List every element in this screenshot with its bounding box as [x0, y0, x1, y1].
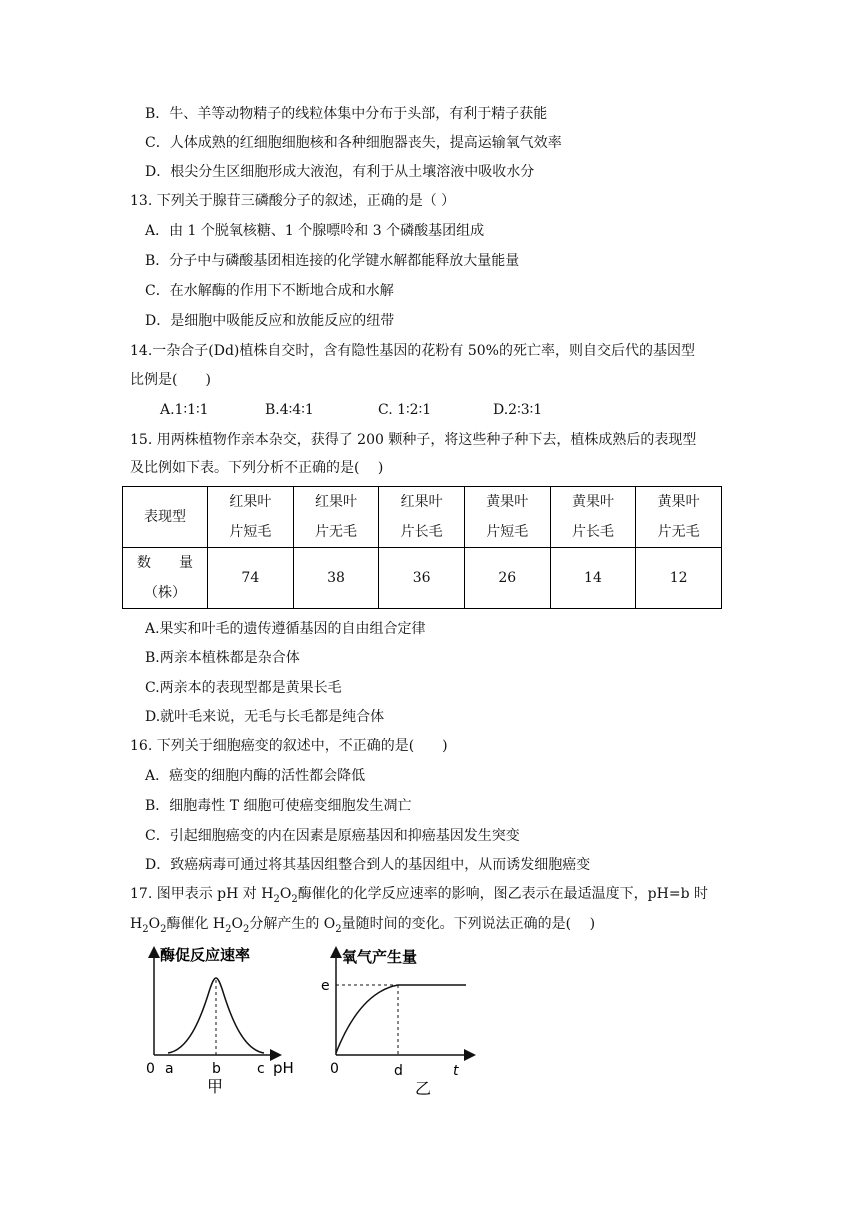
jia-ylabel: 酶促反应速率	[160, 946, 251, 964]
q14-choice-c: C. 1∶2∶1	[378, 402, 432, 418]
question-14-stem: 14.一杂合子(Dd)植株自交时，含有隐性基因的花粉有 50%的死亡率，则自交后代的基因型	[130, 343, 695, 359]
q14-choice-d: D.2∶3∶1	[493, 402, 543, 418]
table-cell: 14	[550, 548, 636, 609]
table-row-label: 数 量 （株）	[123, 548, 208, 609]
question-14-stem-cont: 比例是( )	[130, 372, 211, 388]
q13-option-c: C．在水解酶的作用下不断地合成和水解	[145, 283, 394, 299]
table-cell: 26	[464, 548, 550, 609]
table-cell: 12	[636, 548, 722, 609]
table-header-cell: 红果叶 片无毛	[293, 487, 379, 548]
table-header-label: 表现型	[123, 487, 208, 548]
figure-jia	[146, 946, 294, 1096]
jia-tick-b: b	[212, 1061, 221, 1077]
table-row	[123, 548, 722, 609]
q15-option-a: A.果实和叶毛的遗传遵循基因的自由组合定律	[145, 621, 426, 637]
jia-tick-c: c	[257, 1061, 265, 1077]
q16-option-a: A．癌变的细胞内酶的活性都会降低	[145, 768, 366, 784]
jia-caption: 甲	[207, 1077, 224, 1096]
table-header-cell: 红果叶 片短毛	[208, 487, 294, 548]
table-cell: 38	[293, 548, 379, 609]
q15-option-d: D.就叶毛来说，无毛与长毛都是纯合体	[145, 709, 385, 725]
yi-xtick-d: d	[394, 1063, 403, 1079]
table-header-cell: 黄果叶 片无毛	[636, 487, 722, 548]
question-15-stem-cont: 及比例如下表。下列分析不正确的是( )	[130, 460, 384, 476]
q16-option-d: D．致癌病毒可通过将其基因组整合到人的基因组中，从而诱发细胞癌变	[145, 857, 591, 873]
q16-option-c: C．引起细胞癌变的内在因素是原癌基因和抑癌基因发生突变	[145, 828, 520, 844]
question-13-stem: 13. 下列关于腺苷三磷酸分子的叙述，正确的是（ ）	[130, 193, 456, 209]
jia-tick-a: a	[165, 1061, 174, 1077]
table-cell: 74	[208, 548, 294, 609]
yi-caption: 乙	[415, 1079, 432, 1098]
table-header-row	[123, 487, 722, 548]
table-header-cell: 红果叶 片长毛	[379, 487, 465, 548]
yi-origin-label: 0	[330, 1061, 339, 1077]
q13-option-b: B．分子中与磷酸基团相连接的化学键水解都能释放大量能量	[145, 253, 520, 269]
q12-option-b: B．牛、羊等动物精子的线粒体集中分布于头部，有利于精子获能	[145, 106, 548, 122]
phenotype-table	[122, 486, 722, 609]
question-17-stem: 17. 图甲表示 pH 对 $H_2O_2$酶催化的化学反应速率的影响，图乙表示在最适温度下，pH=b 时	[130, 886, 708, 905]
q12-option-c: C．人体成熟的红细胞细胞核和各种细胞器丧失，提高运输氧气效率	[145, 135, 562, 151]
figures	[140, 940, 480, 1100]
jia-origin-label: 0	[146, 1061, 155, 1077]
q16-option-b: B．细胞毒性 T 细胞可使癌变细胞发生凋亡	[145, 798, 412, 814]
q15-option-b: B.两亲本植株都是杂合体	[145, 650, 300, 666]
q15-option-c: C.两亲本的表现型都是黄果长毛	[145, 680, 342, 696]
table-header-cell: 黄果叶 片长毛	[550, 487, 636, 548]
table-cell: 36	[379, 548, 465, 609]
q12-option-d: D．根尖分生区细胞形成大液泡，有利于从土壤溶液中吸收水分	[145, 164, 535, 180]
q13-option-a: A．由 1 个脱氧核糖、1 个腺嘌呤和 3 个磷酸基团组成	[145, 223, 485, 239]
q14-choice-b: B.4∶4∶1	[265, 402, 314, 418]
yi-ylabel: 氧气产生量	[342, 948, 418, 966]
yi-xlabel: t	[453, 1063, 459, 1079]
yi-ytick-e: e	[321, 978, 330, 994]
yi-oxygen-curve	[336, 985, 466, 1053]
figure-yi	[321, 948, 470, 1098]
question-15-stem: 15. 用两株植物作亲本杂交，获得了 200 颗种子，将这些种子种下去，植株成熟后的表现型	[130, 432, 697, 448]
table-header-cell: 黄果叶 片短毛	[464, 487, 550, 548]
jia-xlabel: pH	[273, 1059, 294, 1077]
question-16-stem: 16. 下列关于细胞癌变的叙述中，不正确的是( )	[130, 738, 448, 754]
question-17-stem-cont: $H_2O_2$酶催化 $H_2O_2$分解产生的 $O_2$量随时间的变化。下列说法正确的是( )	[130, 916, 596, 935]
q13-option-d: D．是细胞中吸能反应和放能反应的纽带	[145, 313, 395, 329]
q14-choice-a: A.1∶1∶1	[160, 402, 209, 418]
